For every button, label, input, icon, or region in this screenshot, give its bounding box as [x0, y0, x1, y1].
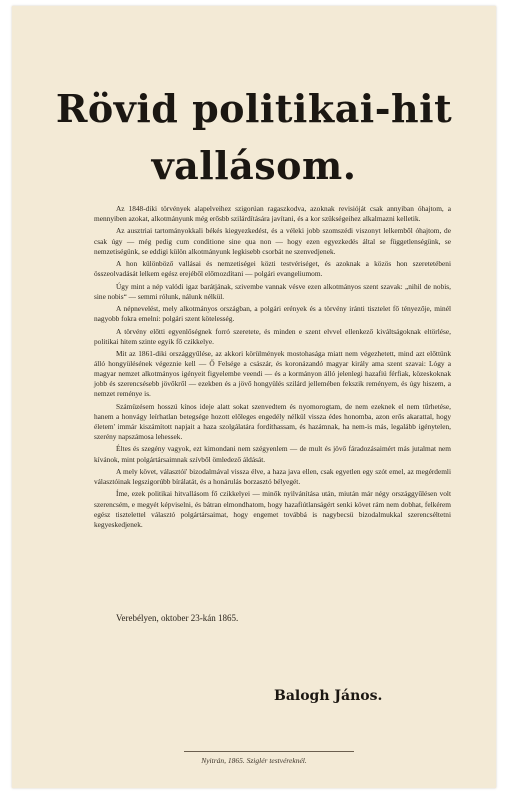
paragraph: Az ausztriai tartományokkali békés kiegyezkedést, és a véleki jobb szomszédi viszonyt lelkemből óhajtom, de csak úgy — még pedig cum conditione sine qua non — hogy ezen egyezkedés által se függetlenségünk, se nemzetiségünk, se eddigi külön alkotmányunk legkisebb csorbát ne szenvedjenek. — [94, 226, 451, 256]
poster-title-line1: Rövid politikai-hit — [55, 86, 453, 131]
poster-body — [94, 204, 451, 532]
paragraph: A törvény előtti egyenlőségnek forró szeretete, és minden e szent elvvel ellenkező kiváltságoknak eltörlése, politikai hitem szinte egyik fő czikkelye. — [94, 326, 451, 346]
paragraph: A hon különböző vallásai és nemzetiségei közti testvériséget, és azoknak a közös hon szeretetébeni összeolvadását lelkem egész erejéből előmozdítani — polgári evangeliumom. — [94, 259, 451, 279]
paragraph: A népnevelést, mely alkotmányos országban, a polgári erények és a törvény iránti tisztelet fő tényezője, minél nagyobb fokra emelni: polgári szent kötelesség. — [94, 304, 451, 324]
poster-sheet — [12, 6, 496, 788]
printer-imprint: Nyitrán, 1865. Sziglér testvéreknél. — [201, 756, 307, 765]
paragraph: Mit az 1861-diki országgyűlése, az akkori körülmények mostohasága miatt nem végezhetett, mind azt előttünk álló hongyülésének végeznie kell — Ő Felsége a császár, és koronázandó magyar király ama szent szavai: Lógy a magyar nemzet alkotmányos igényeit figyelembe veendi — és a kormányon álló jelenlegi hazafiú férfiak, közeskoknak jobb és szerencsésebb jövőkről — ezekben és a jövő hongyülés szilárd jellemében fekszik reményem, és úgy hiszem, a nemzet reménye is. — [94, 349, 451, 399]
paragraph: Az 1848-diki törvények alapelveihez szigorúan ragaszkodva, azoknak revisióját csak annyiban óhajtom, a mennyiben azokat, alkotmányunk még erősbb szilárdítására javítani, és a kor szükségeihez alkalmazni kelletik. — [94, 204, 451, 224]
paragraph: Éltes és szegény vagyok, ezt kimondani nem szégyenlem — de mult és jövő fáradozásaimért más jutalmat nem kívánok, mint polgártársaimnak szívből ömledező áldását. — [94, 444, 451, 464]
paragraph: A mely követ, választói' bizodalmával vissza élve, a haza java ellen, csak egyetlen egy szót emel, az megérdemli választóinak legszigorúbb bírálatát, és a honárulás borzasztó bélyegét. — [94, 466, 451, 487]
signature: Balogh János. — [274, 688, 383, 704]
paragraph: Íme, ezek politikai hitvallásom fő czikkelyei — minők nyilvánítása után, miután már négy országgyűlésen volt szerencsém, e megyét képviselni, és bátran elmondhatom, hogy hazafiútlanságért senki követ rám nem dobhat, felkérem egész tisztelettel választó polgártársaimat, hogy engemet továbbá is nagybecsü bizodalmukkal szerencséltetni kegyeskedjenek. — [94, 489, 451, 529]
paragraph: Úgy mint a nép valódi igaz barátjának, szivembe vannak vésve ezen alkotmányos szent szavak: „nihil de nobis, sine nobis“ — semmi rólunk, nálunk nélkül. — [94, 281, 451, 301]
paragraph: Számüzésem hosszú kínos ideje alatt sokat szenvedtem és nyomorogtam, de nem ezeknek el nem tűrhetése, hanem a honvágy leírhatlan betegsége hozott előleges engedély nélkül vissza édes honomba, azon erős akarattal, hogy életem' immár kiszámított napjait a haza szolgálatára fordíthassam, és hazámnak, ha nem-is más, legalább igénytelen, szerény napszámosa lehessek. — [94, 401, 451, 442]
footer-divider — [184, 751, 354, 752]
poster-title-line2: vallásom. — [151, 143, 357, 188]
place-date: Verebélyen, oktober 23-kán 1865. — [116, 613, 239, 623]
